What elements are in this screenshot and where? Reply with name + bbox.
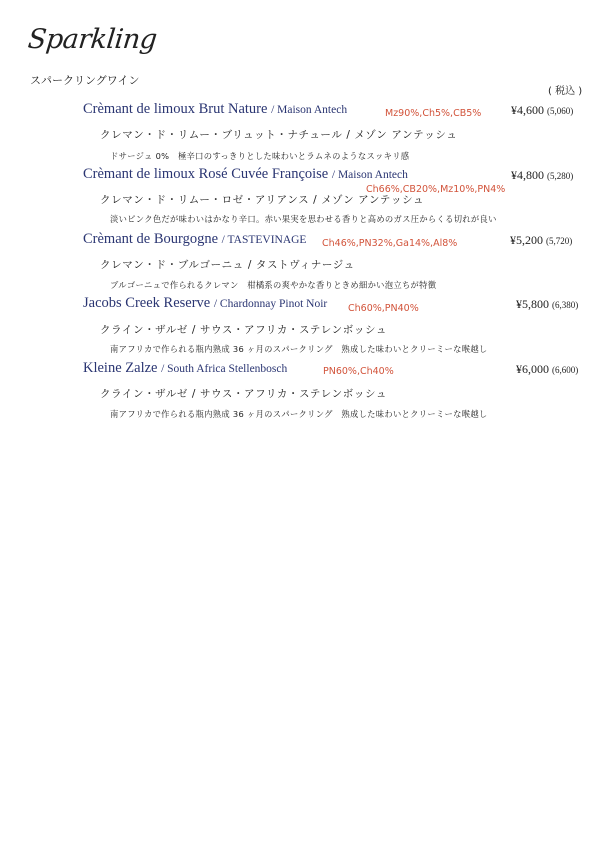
wine-name-text: Crèmant de Bourgogne: [83, 231, 219, 247]
wine-kana-5: クライン・ザルゼ / サウス・アフリカ・ステレンボッシュ: [100, 388, 387, 400]
wine-desc-4: 南アフリカで作られる瓶内熟成 36 ヶ月のスパークリング 熟成した味わいとクリーミーな喉越し: [110, 344, 488, 354]
wine-maker: / Chardonnay Pinot Noir: [213, 298, 328, 310]
price-value: ¥4,800: [511, 168, 544, 182]
wine-grapes-5: PN60%,Ch40%: [323, 366, 394, 377]
wine-maker: / Maison Antech: [271, 104, 348, 116]
wine-grapes-4: Ch60%,PN40%: [348, 303, 419, 314]
price-value: ¥6,000: [516, 362, 549, 376]
price-incl: (6,380): [552, 300, 579, 310]
wine-name-5: [83, 360, 287, 377]
price-value: ¥4,600: [511, 103, 544, 117]
wine-name-3: [83, 231, 306, 248]
wine-price-4: [516, 297, 578, 312]
wine-kana-1: クレマン・ド・リムー・ブリュット・ナチュール / メゾン アンテッシュ: [100, 129, 458, 141]
wine-name-text: Crèmant de limoux Brut Nature: [83, 101, 268, 117]
wine-desc-2: 淡いピンク色だが味わいはかなり辛口。赤い果実を思わせる香りと高めのガス圧からくる切れが良い: [110, 214, 497, 224]
wine-name-4: [83, 295, 327, 312]
wine-kana-2: クレマン・ド・リムー・ロゼ・アリアンス / メゾン アンテッシュ: [100, 194, 425, 206]
price-incl: (5,280): [547, 171, 574, 181]
price-value: ¥5,800: [516, 297, 549, 311]
price-incl: (5,060): [547, 106, 574, 116]
wine-grapes-1: Mz90%,Ch5%,CB5%: [385, 108, 482, 119]
page-subtitle: スパークリングワイン: [30, 74, 140, 87]
price-incl: (6,600): [552, 365, 579, 375]
wine-maker: / South Africa Stellenbosch: [161, 363, 288, 375]
price-incl: (5,720): [546, 236, 573, 246]
wine-desc-1: ドサージュ 0% 極辛口のすっきりとした味わいとラムネのようなスッキリ感: [110, 151, 410, 161]
price-value: ¥5,200: [510, 233, 543, 247]
wine-grapes-2: Ch66%,CB20%,Mz10%,PN4%: [366, 184, 506, 195]
wine-kana-3: クレマン・ド・ブルゴーニュ / タストヴィナージュ: [100, 259, 355, 271]
wine-price-5: [516, 362, 578, 377]
page-title: Sparkling: [26, 24, 159, 55]
wine-maker: / Maison Antech: [331, 169, 408, 181]
wine-name-1: [83, 101, 347, 118]
wine-name-2: [83, 166, 408, 183]
wine-grapes-3: Ch46%,PN32%,Ga14%,Al8%: [322, 238, 458, 249]
wine-name-text: Jacobs Creek Reserve: [83, 295, 211, 311]
wine-name-text: Crèmant de limoux Rosé Cuvée Françoise: [83, 166, 329, 182]
wine-kana-4: クライン・ザルゼ / サウス・アフリカ・ステレンボッシュ: [100, 324, 387, 336]
wine-price-1: [511, 103, 573, 118]
wine-desc-3: ブルゴーニュで作られるクレマン 柑橘系の爽やかな香りときめ細かい泡立ちが特徴: [110, 280, 437, 290]
wine-name-text: Kleine Zalze: [83, 360, 158, 376]
wine-price-3: [510, 233, 572, 248]
wine-desc-5: 南アフリカで作られる瓶内熟成 36 ヶ月のスパークリング 熟成した味わいとクリーミーな喉越し: [110, 409, 488, 419]
wine-price-2: [511, 168, 573, 183]
tax-note: ( 税込 ): [548, 86, 583, 97]
wine-maker: / TASTEVINAGE: [221, 234, 307, 246]
